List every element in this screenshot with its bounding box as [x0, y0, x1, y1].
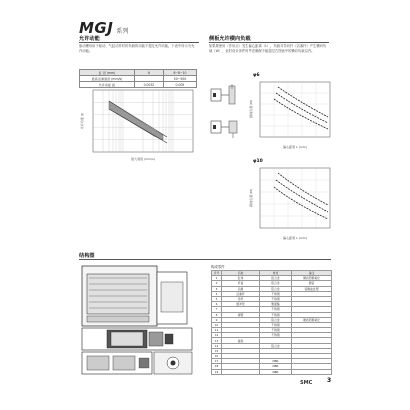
parts-cell: 16 — [212, 354, 222, 359]
series-suffix: 系列 — [116, 28, 129, 35]
parts-cell: 3 — [212, 286, 222, 291]
chart-ylabel: 允许动能 (J) — [80, 112, 84, 130]
parts-cell: 铬酸盐处理 — [292, 286, 332, 291]
parts-cell: 不锈钢 — [260, 312, 292, 317]
parts-cell: 18 — [212, 364, 222, 369]
spec-cell: 50~500 — [163, 76, 196, 82]
spec-table — [79, 69, 197, 88]
brand-logo: SMC — [300, 380, 313, 386]
parts-cell: 缸体 — [222, 276, 260, 281]
parts-header-cell: 材质 — [260, 271, 292, 276]
parts-cell: 不锈钢 — [260, 296, 292, 301]
parts-cell: NBR — [260, 359, 292, 364]
parts-table — [211, 270, 332, 375]
chart-phi6-label: φ6 — [253, 73, 260, 78]
parts-cell: 不锈钢 — [260, 322, 292, 327]
chart-ylabel: 横向负载 (N) — [249, 100, 253, 118]
parts-cell: 镀铬 — [292, 281, 332, 286]
section-title-structure: 结构图 — [79, 252, 331, 260]
parts-cell — [222, 369, 260, 374]
parts-cell: 1 — [212, 276, 222, 281]
parts-cell: 15 — [212, 348, 222, 353]
parts-cell: 7 — [212, 307, 222, 312]
spec-header-cell: 6~8~10 — [163, 70, 196, 76]
cross-section-drawing — [79, 262, 204, 377]
parts-cell: 导杆 — [222, 296, 260, 301]
spec-header-cell: 缸 径 (mm) — [80, 70, 135, 76]
parts-cell: 10 — [212, 322, 222, 327]
section-lateral-paragraph: 如果要使用（作用点）发生偏心距离（L），负载对导向杆（活塞杆）产生横向负载（W），此时设计条件时考虑确保不能超过右图表中的横向负载以内。 — [209, 44, 327, 53]
parts-cell: 不锈钢 — [260, 291, 292, 296]
spec-header-cell: 6 — [135, 70, 164, 76]
parts-header-cell: 序号 — [212, 271, 222, 276]
parts-cell: 9 — [212, 317, 222, 322]
kinetic-energy-chart — [79, 87, 201, 169]
chart-xlabel: 偏心距离 L (mm) — [283, 236, 307, 240]
parts-cell: 硬质阳极氧化 — [292, 317, 332, 322]
parts-cell: 13 — [212, 338, 222, 343]
chart-ylabel: 横向负载 (N) — [249, 189, 253, 207]
parts-table-title: 构成零件 — [211, 265, 225, 269]
chart-xlabel: 最大速度 (mm/s) — [131, 157, 155, 161]
parts-cell: 铝合金 — [260, 317, 292, 322]
parts-cell: 活塞杆 — [222, 291, 260, 296]
parts-cell: 不锈钢 — [260, 333, 292, 338]
parts-cell: 杆盖 — [222, 281, 260, 286]
parts-cell: 铝合金 — [260, 281, 292, 286]
parts-header-cell: 备注 — [292, 271, 332, 276]
parts-cell: 14 — [212, 343, 222, 348]
parts-cell: 缓冲垫 — [222, 302, 260, 307]
chart-xlabel: 偏心距离 L (mm) — [283, 145, 307, 149]
parts-cell: 5 — [212, 296, 222, 301]
parts-header-cell: 名称 — [222, 271, 260, 276]
load-diagram-icon — [209, 83, 239, 108]
spec-cell: 允许动能 (J) — [80, 82, 135, 88]
parts-cell: 17 — [212, 359, 222, 364]
parts-cell: 弹簧 — [222, 312, 260, 317]
parts-cell: NBR — [260, 364, 292, 369]
parts-cell: 2 — [212, 281, 222, 286]
parts-cell: 不锈钢 — [260, 307, 292, 312]
parts-cell: 铝合金 — [260, 343, 292, 348]
load-diagram-icon — [209, 115, 239, 140]
parts-cell: 11 — [212, 328, 222, 333]
parts-cell: 磁铁 — [222, 338, 260, 343]
lateral-load-chart-phi6 — [248, 79, 334, 154]
parts-cell: 活塞 — [222, 286, 260, 291]
parts-cell — [292, 369, 332, 374]
series-code: MGJ — [79, 19, 114, 37]
section-title-lateral: 侧板允许横向负载 — [209, 35, 329, 43]
page-number: 3 — [327, 377, 332, 384]
table-row — [212, 369, 332, 374]
lateral-load-chart-phi10 — [248, 165, 334, 245]
parts-cell: 铝合金 — [260, 276, 292, 281]
parts-cell: 19 — [212, 369, 222, 374]
parts-cell: 8 — [212, 312, 222, 317]
spec-cell: 最高活塞速度 (mm/s) — [80, 76, 135, 82]
section-load-paragraph: 驱动螺母用于驱动、气缸动作时的负载的动能不超过允许动能。下表中所示为允许动能。 — [79, 44, 195, 53]
parts-cell: 铝合金 — [260, 286, 292, 291]
spec-cell: 0.005 — [163, 82, 196, 88]
parts-cell: 4 — [212, 291, 222, 296]
parts-cell: 不锈钢 — [260, 328, 292, 333]
parts-cell: 12 — [212, 333, 222, 338]
parts-cell: 6 — [212, 302, 222, 307]
chart-phi10-label: φ10 — [253, 159, 263, 164]
parts-cell: 硬质阳极氧化 — [292, 276, 332, 281]
parts-cell: 聚氨酯 — [260, 302, 292, 307]
section-title-load: 允许动能 — [79, 35, 199, 43]
spec-cell: 0.0032 — [135, 82, 164, 88]
parts-cell: NBR — [260, 369, 292, 374]
